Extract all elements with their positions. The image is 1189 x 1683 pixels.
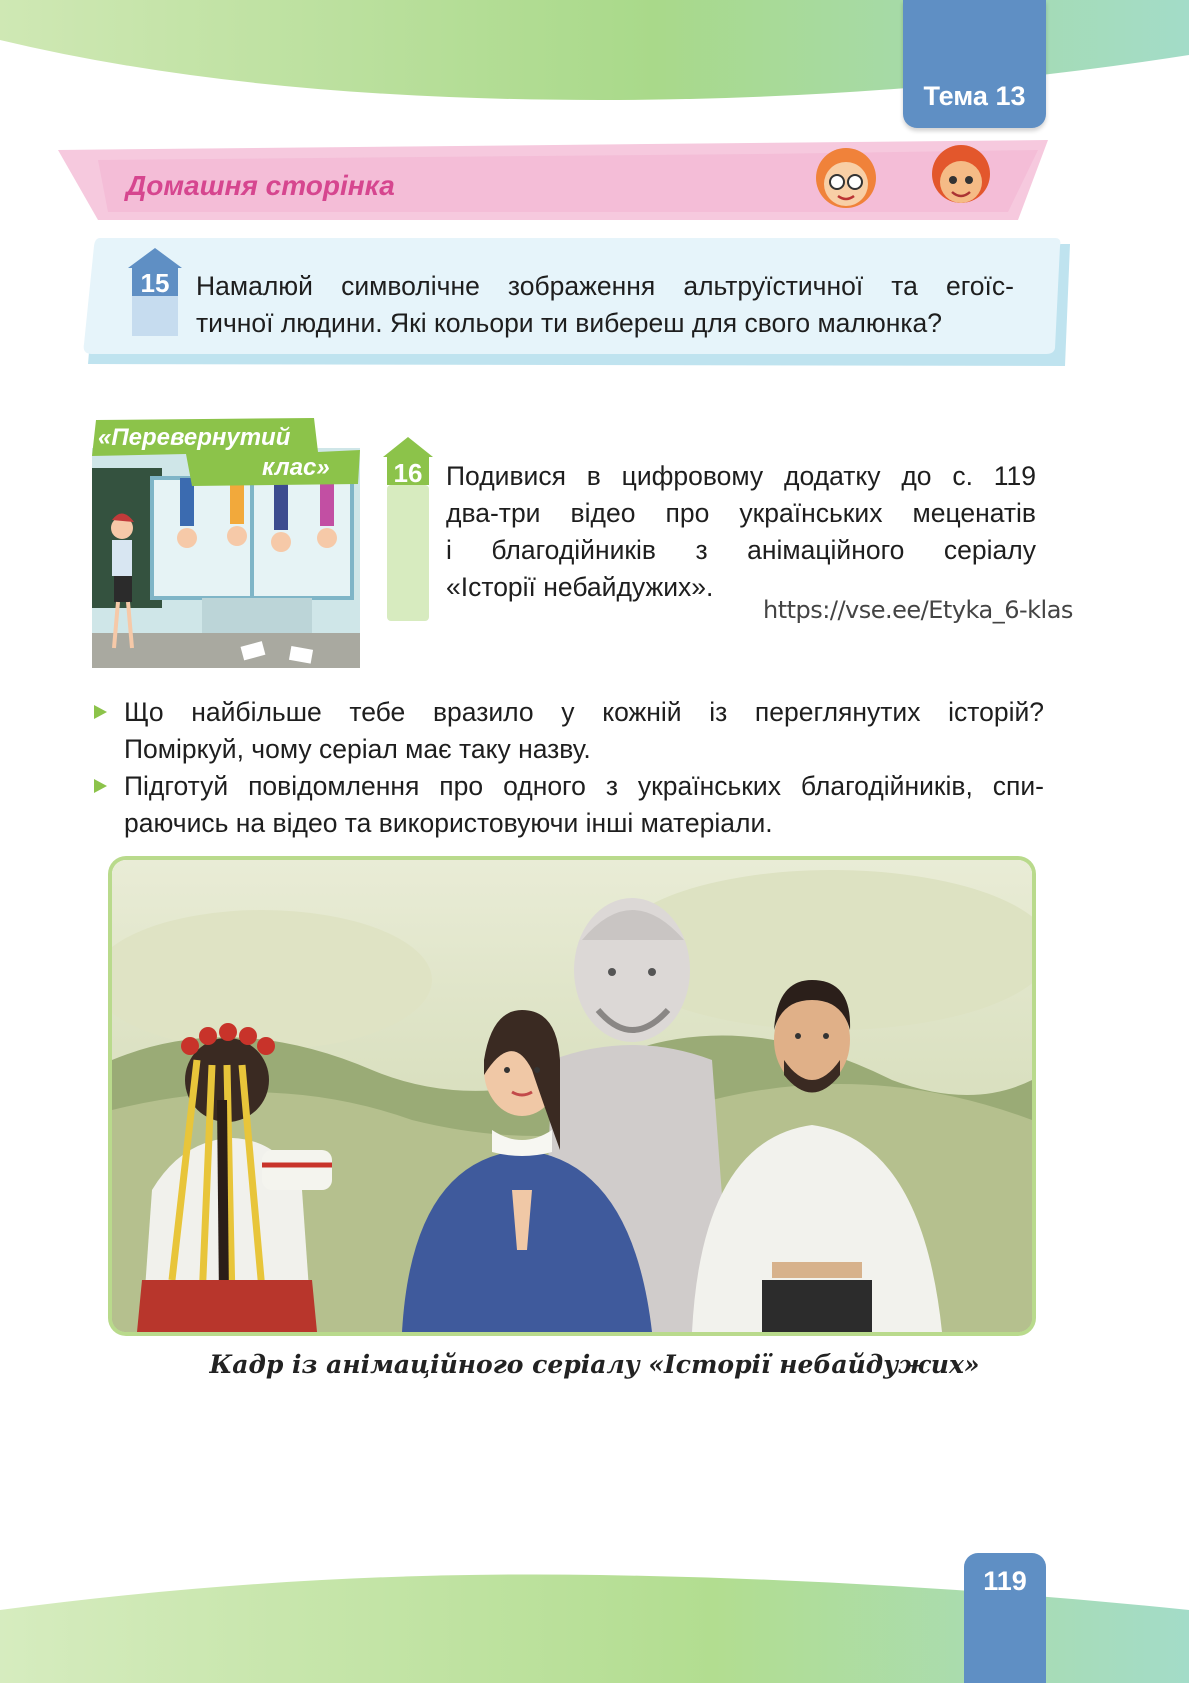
bullet-item [94, 694, 1044, 774]
page-number: 119 [983, 1566, 1027, 1596]
bullet-2-line-2: раючись на відео та використовуючи інші матеріали. [124, 808, 773, 838]
bullet-2-line-1: Підготуй повідомлення про одного з українських благодійників, спи- [124, 771, 1044, 801]
girl-character-icon [816, 148, 876, 208]
task-16-line-1: Подивися в цифровому додатку до с. 119 [446, 461, 1036, 491]
illustration-caption: Кадр із анімаційного серіалу «Історії небайдужих» [209, 1350, 980, 1379]
task-15-line-2: тичної людини. Які кольори ти вибереш для свого малюнка? [196, 308, 943, 338]
task-16-number: 16 [393, 458, 423, 488]
task-16-line-2: два-три відео про українських меценатів [446, 498, 1036, 528]
digital-appendix-link[interactable]: https://vse.ee/Etyka_6-klas [763, 596, 1073, 624]
animated-series-frame-image [112, 860, 1032, 1332]
boy-character-icon [932, 145, 990, 203]
task-16-line-3: і благодійників з анімаційного серіалу [446, 535, 1036, 565]
task-16-line-4: «Історії небайдужих». [446, 572, 714, 602]
flipped-class-label-line-2: клас» [262, 454, 330, 481]
flipped-class-label-line-1: «Перевернутий [98, 424, 291, 451]
task-16-text [446, 458, 1036, 606]
bullet-triangle-icon [94, 779, 107, 793]
bullet-item [94, 768, 1044, 848]
home-page-title: Домашня сторінка [126, 170, 395, 201]
bullet-1-line-1: Що найбільше тебе вразило у кожній із переглянутих історій? [124, 697, 1044, 727]
bullet-1-line-2: Поміркуй, чому серіал має таку назву. [124, 734, 591, 764]
theme-label: Тема 13 [923, 81, 1026, 111]
task-15-number: 15 [140, 268, 170, 298]
task-15-line-1: Намалюй символічне зображення альтруїстичної та егоїс- [196, 271, 1014, 301]
page-number-tab [964, 1553, 1046, 1683]
bullet-triangle-icon [94, 705, 107, 719]
theme-tab [903, 0, 1046, 128]
